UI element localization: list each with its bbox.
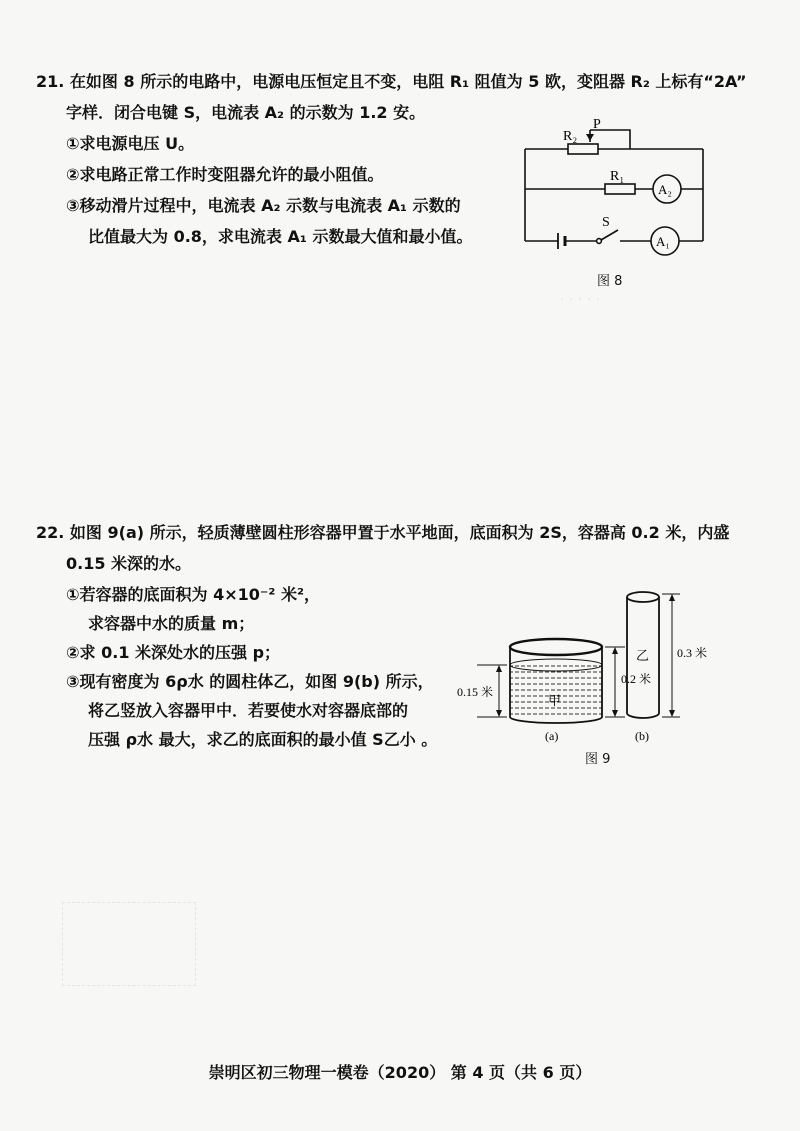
q21-line1 [36,72,747,92]
q22-stem-2: 0.15 米深的水。 [66,554,192,573]
label-b: (b) [635,729,649,743]
container-jia [510,639,602,723]
label-r2: R₂ [563,129,578,144]
q21-sub2: ②求电路正常工作时变阻器允许的最小阻值。 [66,165,384,184]
q21-sub1: ①求电源电压 U。 [66,134,195,153]
label-a1: A₁ [656,234,670,249]
bleed-through: · · · · · [560,292,601,308]
label-yi: 乙 [636,648,650,663]
bleed-through-box [62,902,196,986]
q21-stem-1: 在如图 8 所示的电路中，电源电压恒定且不变，电阻 R₁ 阻值为 5 欧，变阻器 R₂ 上标有“2A” [69,72,747,91]
figure-9-caption: 图 9 [585,752,611,767]
page-footer: 崇明区初三物理一模卷（2020） 第 4 页（共 6 页） [208,1063,592,1082]
q22-sub1a: ①若容器的底面积为 4×10⁻² 米²， [66,585,320,604]
label-jia: 甲 [548,693,562,708]
q22-sub3a: ③现有密度为 6ρ水 的圆柱体乙，如图 9(b) 所示， [66,672,434,691]
r1-resistor [605,184,635,194]
q22-sub3b: 将乙竖放入容器甲中．若要使水对容器底部的 [88,701,409,720]
label-p: P [593,117,601,132]
figure-8-caption: 图 8 [597,274,623,289]
r2-resistor [568,144,598,154]
label-a2: A₂ [658,182,672,197]
q22-sub3c: 压强 ρ水 最大，求乙的底面积的最小值 S乙小 。 [88,730,438,749]
label-h-container: 0.2 米 [621,672,652,686]
figure-9 [455,585,725,750]
figure-8-circuit [510,112,710,262]
label-h-water: 0.15 米 [457,685,494,699]
q22-sub1b: 求容器中水的质量 m； [88,614,255,633]
q21-number: 21. [36,72,65,91]
label-a: (a) [545,729,559,743]
q22-sub2: ②求 0.1 米深处水的压强 p； [66,643,281,662]
q21-stem-2: 字样．闭合电键 S，电流表 A₂ 的示数为 1.2 安。 [66,103,426,122]
label-s: S [602,215,610,230]
q22-number: 22. [36,523,65,542]
label-r1: R₁ [610,169,625,184]
label-h-cylinder: 0.3 米 [677,646,708,660]
q22-stem-1: 如图 9(a) 所示，轻质薄壁圆柱形容器甲置于水平地面，底面积为 2S，容器高 0.2 米，内盛 [69,523,730,542]
q21-sub3b: 比值最大为 0.8，求电流表 A₁ 示数最大值和最小值。 [88,227,473,246]
q22-line1 [36,523,729,543]
q21-sub3a: ③移动滑片过程中，电流表 A₂ 示数与电流表 A₁ 示数的 [66,196,461,215]
switch-s [601,230,618,240]
